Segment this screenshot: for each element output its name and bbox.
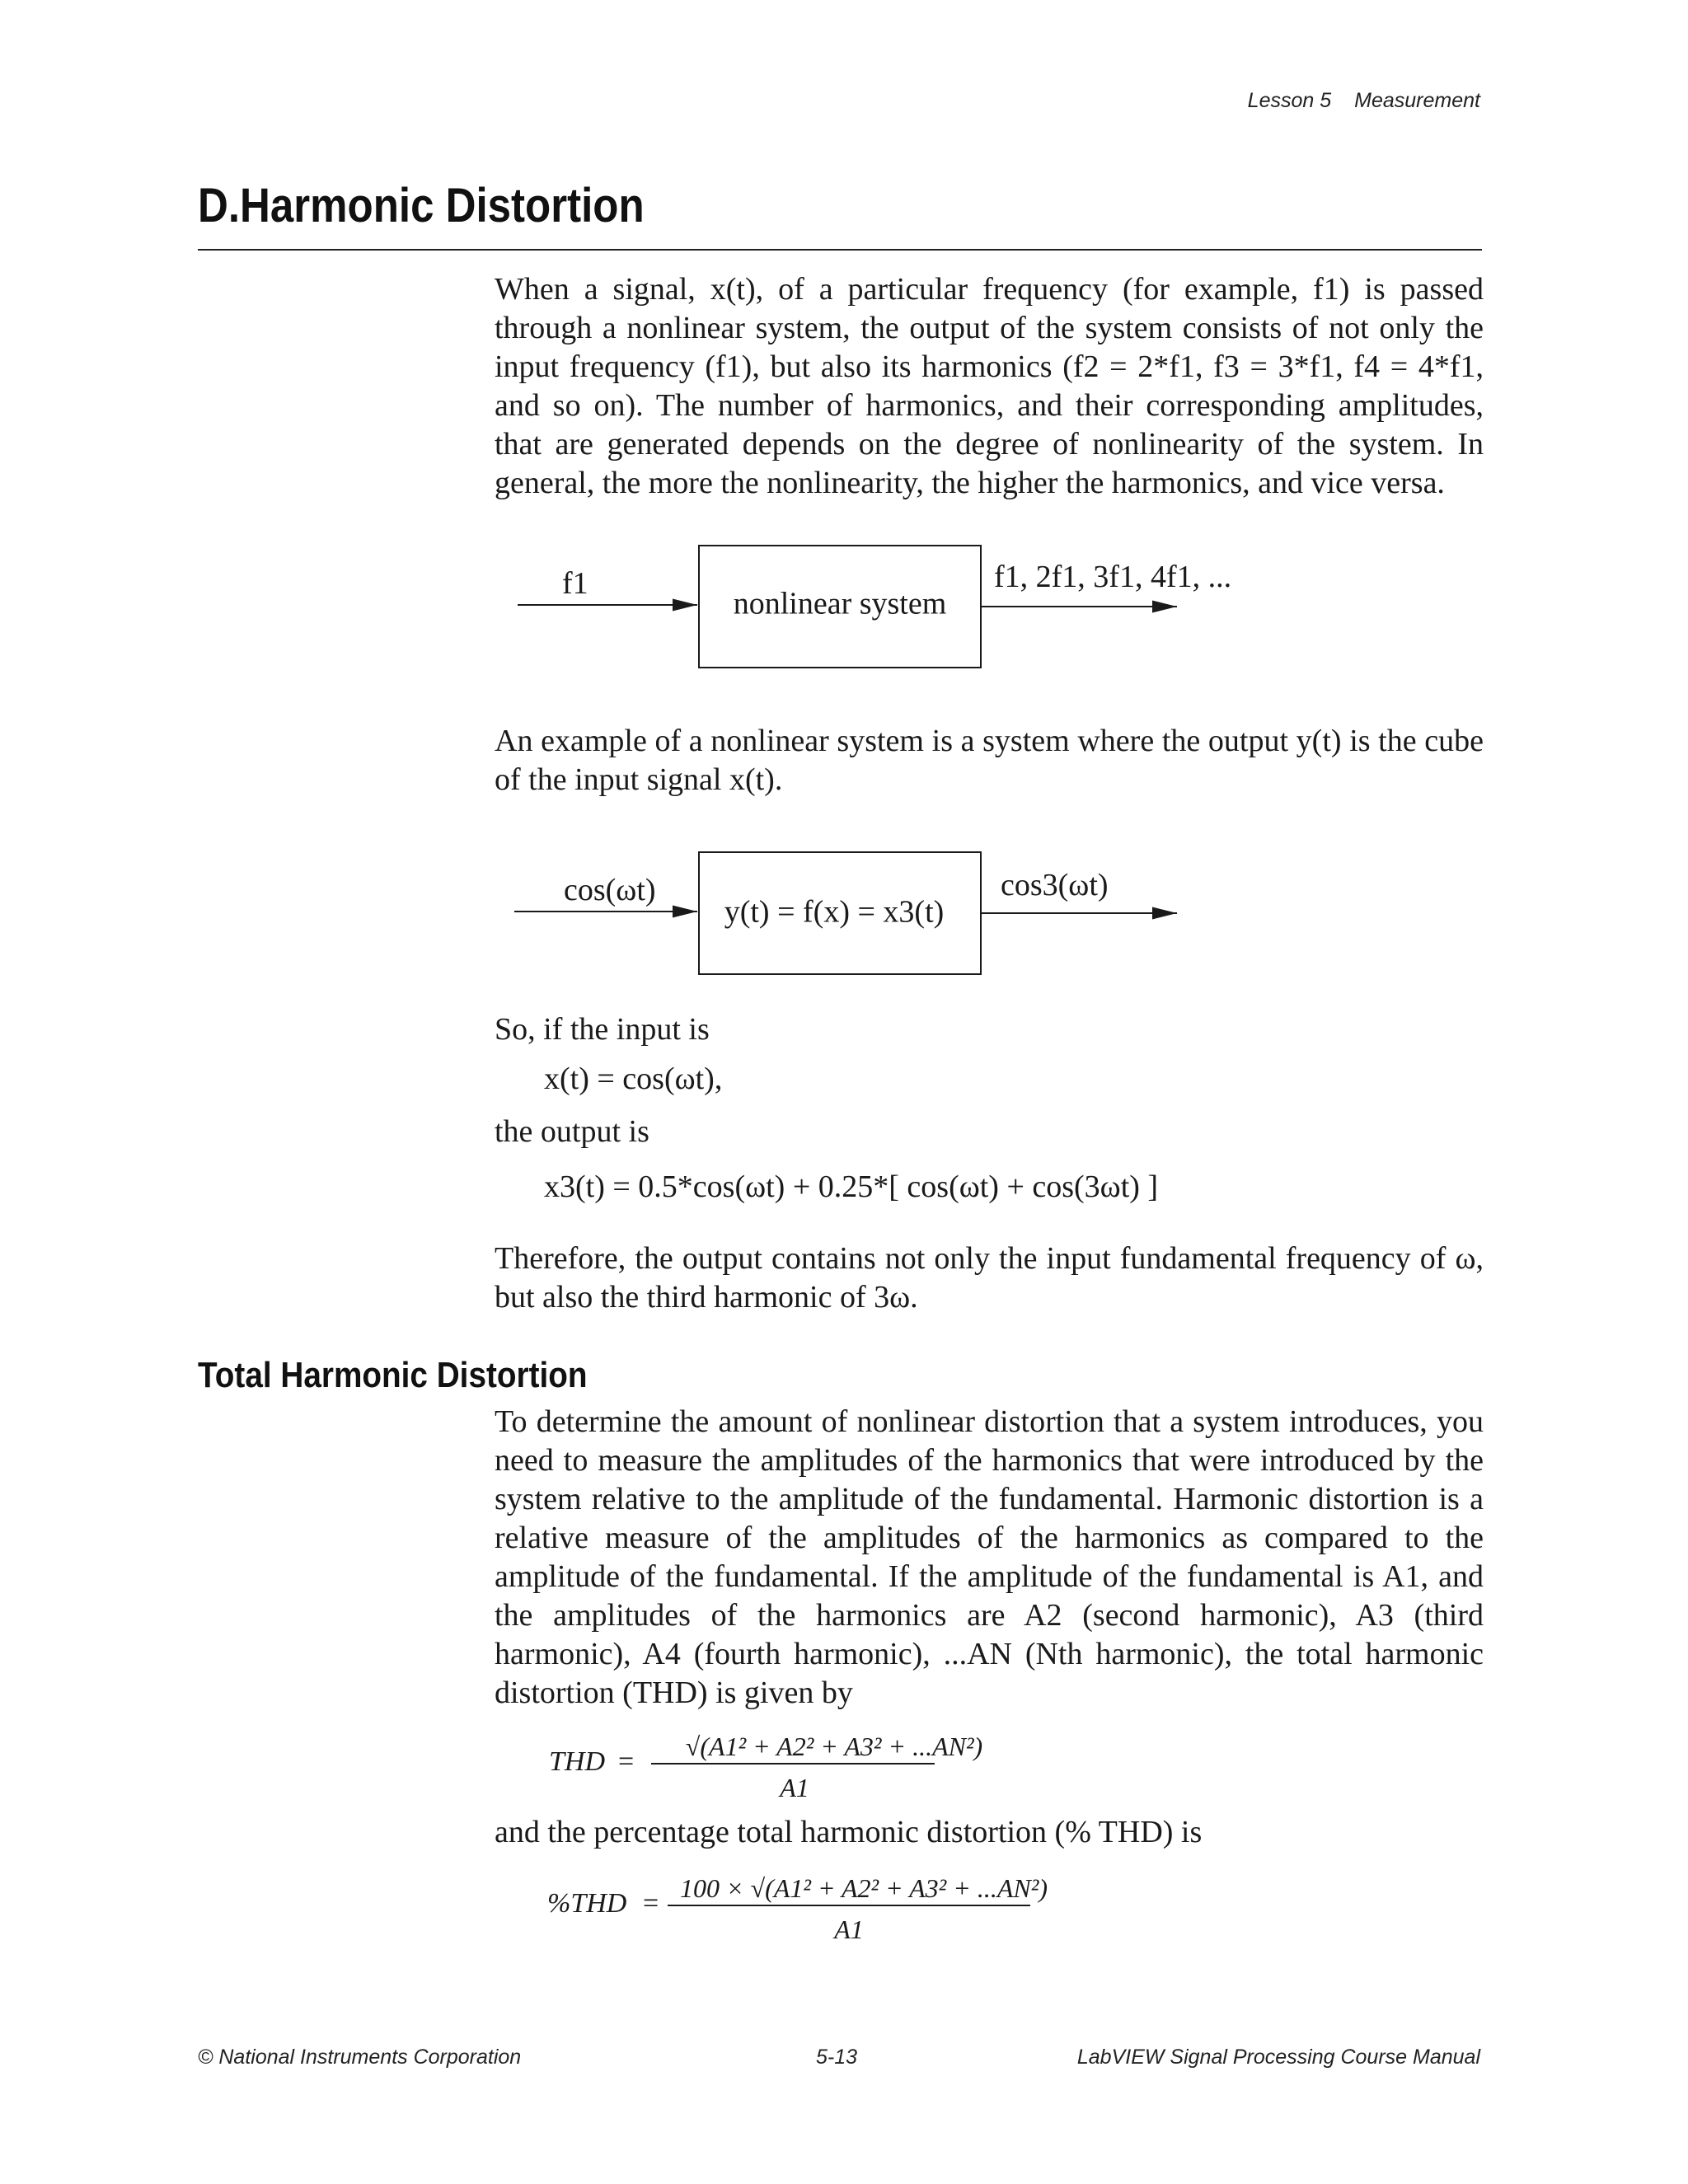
footer-copyright: © National Instruments Corporation [198,2046,522,2069]
paragraph-example-text: An example of a nonlinear system is a system where the output y(t) is the cube of the input signal x(t). [495,724,1484,797]
diagram1-output-label: f1, 2f1, 3f1, 4f1, ... [994,560,1232,594]
paragraph-thd [495,1403,1484,1713]
cube-system-box [699,852,981,974]
running-head-topic: Measurement [1354,89,1480,112]
footer-page-number: 5-13 [816,2046,858,2069]
diagram-cube-system [514,852,1177,974]
thd-denominator: A1 [780,1773,809,1802]
diagram-nonlinear-system [518,546,1231,668]
equation-output: x3(t) = 0.5*cos(ωt) + 0.25*[ cos(ωt) + cos(3ωt) ] [544,1169,1159,1204]
footer-manual-title: LabVIEW Signal Processing Course Manual [1076,2046,1480,2069]
formula-thd [549,1732,982,1802]
thd-lhs: THD [549,1746,606,1777]
diagram1-input-label: f1 [562,566,588,601]
section-rule [198,249,1482,251]
paragraph-intro-text: When a signal, x(t), of a particular frequency (for example, f1) is passed through a nonlinear system, the output of the system consists of not only the input frequency (f1), but also its harmonics (f2 = 2*f1, f3 = 3*f1, f4 = 4*f1, and so on). The number of harmonics, and their corresponding amplitudes, that are generated depends on the degree of nonlinearity of the system. In general, the more the nonlinearity, the higher the harmonics, and vice versa. [495,272,1484,500]
section-title-text: Harmonic Distortion [240,179,645,232]
thd-equals: = [618,1746,635,1777]
diagram2-input-label: cos(ωt) [564,873,656,907]
pct-thd-denominator: A1 [834,1915,864,1944]
diagram1-box-label: nonlinear system [733,586,947,621]
paragraph-therefore [495,1240,1484,1317]
paragraph-example [495,722,1484,799]
section-title [198,178,645,233]
thd-numerator: √(A1² + A2² + A3² + ...AN²) [685,1732,983,1761]
paragraph-intro [495,270,1484,503]
subsection-title: Total Harmonic Distortion [198,1355,588,1395]
paragraph-pct-thd-text: and the percentage total harmonic distortion (% THD) is [495,1815,1203,1849]
paragraph-input [495,1010,1484,1049]
section-letter: D. [198,179,241,232]
running-head-lesson: Lesson 5 [1247,89,1332,112]
pct-thd-lhs: %THD [547,1888,627,1919]
pct-thd-equals: = [643,1888,659,1919]
pct-thd-numerator: 100 × √(A1² + A2² + A3² + ...AN²) [680,1873,1048,1903]
diagram2-output-label: cos3(ωt) [1001,868,1109,902]
paragraph-output [495,1113,1484,1151]
paragraph-therefore-text: Therefore, the output contains not only the input fundamental frequency of ω, but also the third harmonic of 3ω. [495,1241,1484,1315]
nonlinear-system-box [699,546,981,668]
paragraph-input-text: So, if the input is [495,1012,710,1047]
running-head [1248,89,1480,113]
formula-pct-thd [547,1873,1048,1944]
diagram2-box-label: y(t) = f(x) = x3(t) [724,894,945,930]
paragraph-thd-text: To determine the amount of nonlinear distortion that a system introduces, you need to measure the amplitudes of the harmonics that were introduced by the system relative to the amplitude of the fundamental. Harmonic distortion is a relative measure of the amplitudes of the harmonics as compared to the amplitude of the fundamental. If the amplitude of the fundamental is A1, and the amplitudes of the harmonics are A2 (second harmonic), A3 (third harmonic), A4 (fourth harmonic), ...AN (Nth harmonic), the total harmonic distortion (THD) is given by [495,1404,1484,1710]
paragraph-pct-thd [495,1813,1484,1852]
paragraph-output-text: the output is [495,1114,649,1149]
equation-input: x(t) = cos(ωt), [544,1062,723,1096]
